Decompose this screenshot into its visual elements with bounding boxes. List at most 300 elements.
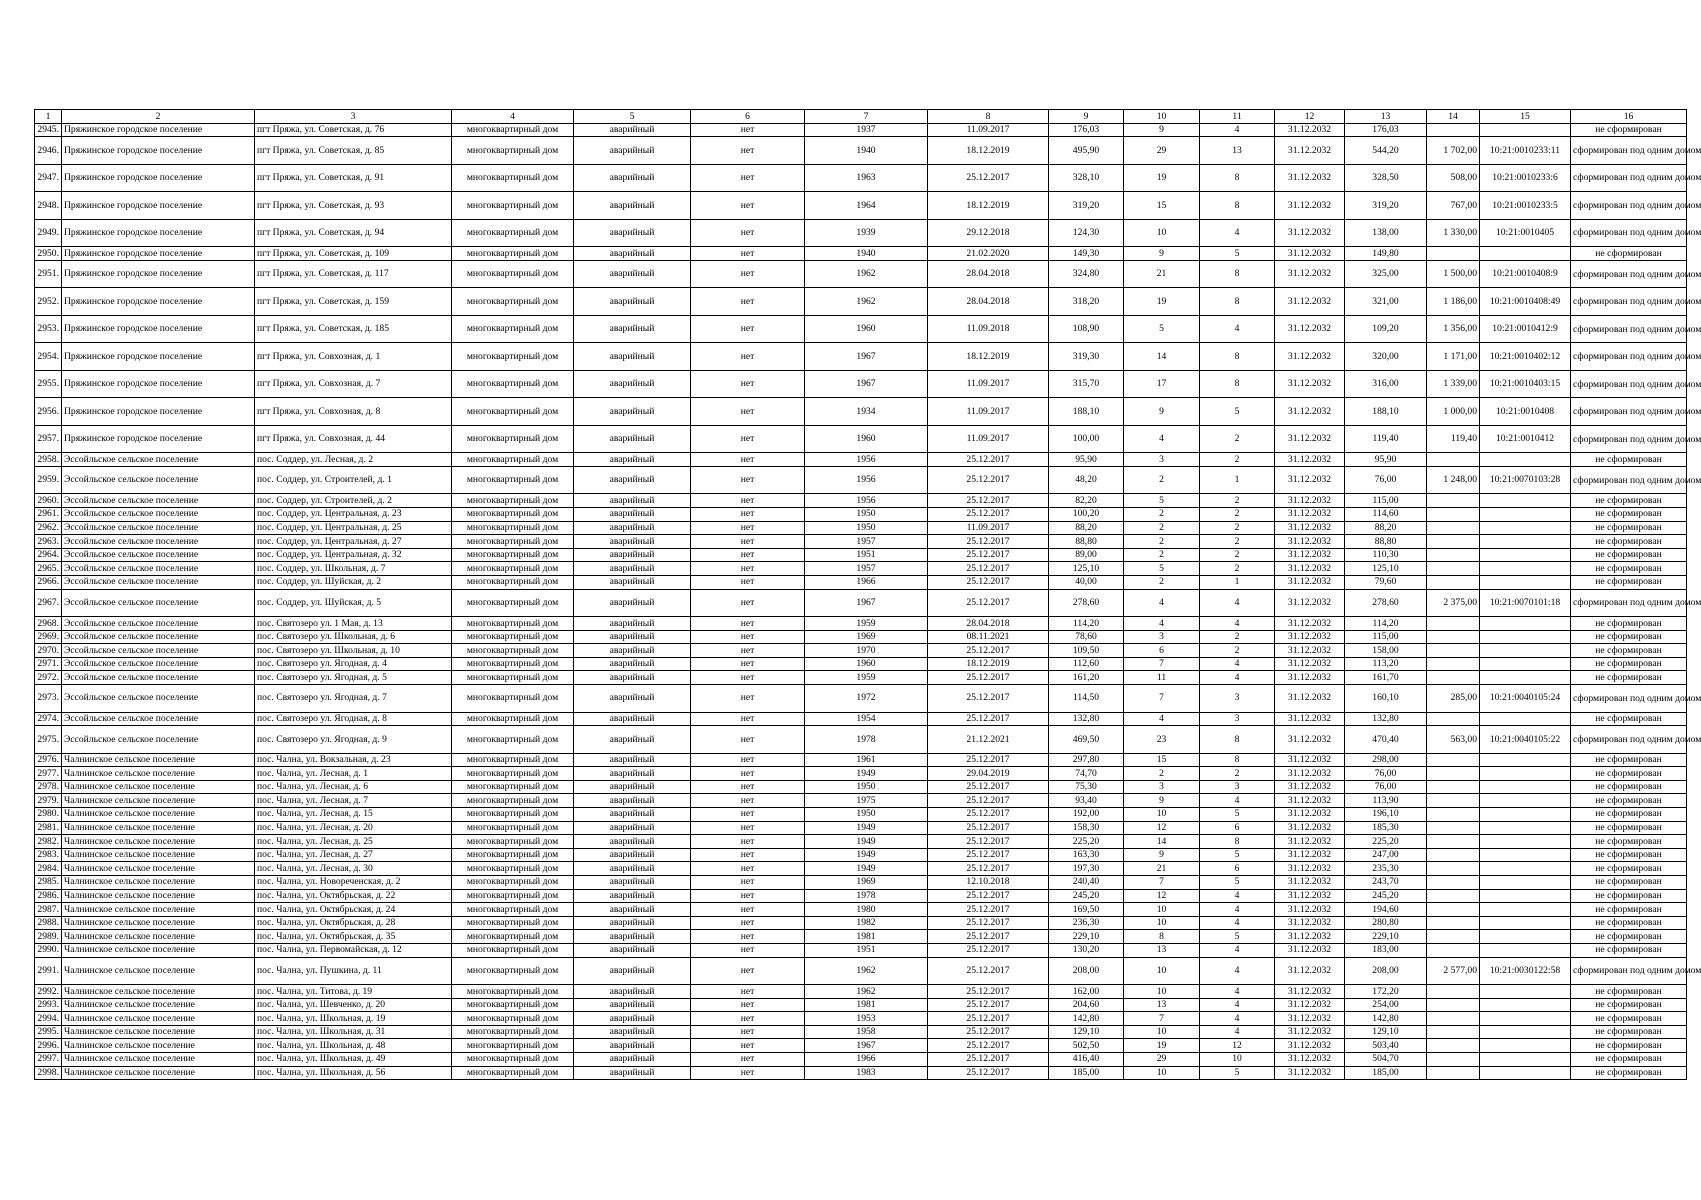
- total-area-cell: 88,80: [1345, 535, 1427, 549]
- deadline-cell: 31.12.2032: [1275, 589, 1345, 617]
- house-type-cell: многоквартирный дом: [452, 123, 574, 137]
- settlement-cell: Эссойльское сельское поселение: [62, 453, 255, 467]
- condition-cell: аварийный: [574, 1039, 691, 1053]
- settlement-cell: Чалнинское сельское поселение: [62, 1012, 255, 1026]
- apartments-cell: 8: [1200, 192, 1275, 220]
- total-area-cell: 113,90: [1345, 794, 1427, 808]
- condition-cell: аварийный: [574, 370, 691, 398]
- cell-6: нет: [691, 957, 805, 985]
- table-row: [35, 260, 1687, 288]
- residents-cell: 15: [1124, 192, 1200, 220]
- settlement-cell: Чалнинское сельское поселение: [62, 875, 255, 889]
- area-cell: 225,20: [1049, 835, 1124, 849]
- area-cell: 208,00: [1049, 957, 1124, 985]
- row-number: 2975.: [35, 726, 62, 754]
- row-number: 2995.: [35, 1025, 62, 1039]
- total-area-cell: 243,70: [1345, 875, 1427, 889]
- apartments-cell: 2: [1200, 644, 1275, 658]
- table-row: [35, 671, 1687, 685]
- total-area-cell: 208,00: [1345, 957, 1427, 985]
- table-row: [35, 1066, 1687, 1080]
- house-type-cell: многоквартирный дом: [452, 726, 574, 754]
- house-type-cell: многоквартирный дом: [452, 767, 574, 781]
- row-number: 2968.: [35, 617, 62, 631]
- year-cell: 1956: [805, 466, 928, 494]
- apartments-cell: 4: [1200, 219, 1275, 247]
- total-area-cell: 113,20: [1345, 657, 1427, 671]
- residents-cell: 2: [1124, 548, 1200, 562]
- residents-cell: 7: [1124, 1012, 1200, 1026]
- table-row: [35, 137, 1687, 165]
- deadline-cell: 31.12.2032: [1275, 780, 1345, 794]
- land-status-cell: не сформирован: [1571, 247, 1687, 261]
- cell-6: нет: [691, 794, 805, 808]
- residents-cell: 2: [1124, 466, 1200, 494]
- cell-6: нет: [691, 1025, 805, 1039]
- table-row: [35, 1052, 1687, 1066]
- land-area-cell: 1 330,00: [1427, 219, 1480, 247]
- year-cell: 1950: [805, 507, 928, 521]
- table-row: [35, 521, 1687, 535]
- cell-6: нет: [691, 123, 805, 137]
- settlement-cell: Пряжинское городское поселение: [62, 123, 255, 137]
- area-cell: 100,00: [1049, 425, 1124, 453]
- settlement-cell: Пряжинское городское поселение: [62, 425, 255, 453]
- area-cell: 109,50: [1049, 644, 1124, 658]
- table-row: [35, 644, 1687, 658]
- year-cell: 1962: [805, 260, 928, 288]
- cadastral-cell: [1480, 453, 1571, 467]
- table-row: [35, 247, 1687, 261]
- residents-cell: 9: [1124, 123, 1200, 137]
- area-cell: 236,30: [1049, 916, 1124, 930]
- year-cell: 1954: [805, 712, 928, 726]
- table-row: [35, 998, 1687, 1012]
- area-cell: 89,00: [1049, 548, 1124, 562]
- land-status-cell: не сформирован: [1571, 903, 1687, 917]
- table-row: [35, 848, 1687, 862]
- cell-6: нет: [691, 835, 805, 849]
- apartments-cell: 5: [1200, 848, 1275, 862]
- deadline-cell: 31.12.2032: [1275, 260, 1345, 288]
- year-cell: 1962: [805, 957, 928, 985]
- land-status-cell: не сформирован: [1571, 1052, 1687, 1066]
- cell-6: нет: [691, 1039, 805, 1053]
- year-cell: 1963: [805, 164, 928, 192]
- cadastral-cell: [1480, 862, 1571, 876]
- residents-cell: 21: [1124, 260, 1200, 288]
- residents-cell: 5: [1124, 315, 1200, 343]
- settlement-cell: Пряжинское городское поселение: [62, 247, 255, 261]
- area-cell: 163,30: [1049, 848, 1124, 862]
- residents-cell: 10: [1124, 916, 1200, 930]
- year-cell: 1967: [805, 370, 928, 398]
- total-area-cell: 76,00: [1345, 780, 1427, 794]
- house-type-cell: многоквартирный дом: [452, 575, 574, 589]
- apartments-cell: 4: [1200, 671, 1275, 685]
- residents-cell: 4: [1124, 589, 1200, 617]
- year-cell: 1983: [805, 1066, 928, 1080]
- house-type-cell: многоквартирный дом: [452, 630, 574, 644]
- deadline-cell: 31.12.2032: [1275, 835, 1345, 849]
- condition-cell: аварийный: [574, 507, 691, 521]
- date-cell: 21.02.2020: [928, 247, 1049, 261]
- address-cell: пос. Святозеро ул. Ягодная, д. 9: [255, 726, 452, 754]
- row-number: 2976.: [35, 753, 62, 767]
- deadline-cell: 31.12.2032: [1275, 575, 1345, 589]
- address-cell: пос. Соддер, ул. Шуйская, д. 5: [255, 589, 452, 617]
- deadline-cell: 31.12.2032: [1275, 425, 1345, 453]
- total-area-cell: 328,50: [1345, 164, 1427, 192]
- table-row: [35, 453, 1687, 467]
- area-cell: 78,60: [1049, 630, 1124, 644]
- table-row: [35, 589, 1687, 617]
- year-cell: 1962: [805, 288, 928, 316]
- settlement-cell: Эссойльское сельское поселение: [62, 644, 255, 658]
- cadastral-cell: 10:21:0010402:12: [1480, 343, 1571, 371]
- address-cell: пос. Соддер, ул. Строителей, д. 2: [255, 494, 452, 508]
- condition-cell: аварийный: [574, 671, 691, 685]
- column-number-5: 5: [574, 110, 691, 124]
- year-cell: 1951: [805, 943, 928, 957]
- cadastral-cell: 10:21:0010412:9: [1480, 315, 1571, 343]
- deadline-cell: 31.12.2032: [1275, 192, 1345, 220]
- land-area-cell: [1427, 247, 1480, 261]
- address-cell: пос. Соддер, ул. Лесная, д. 2: [255, 453, 452, 467]
- year-cell: 1949: [805, 767, 928, 781]
- area-cell: 245,20: [1049, 889, 1124, 903]
- deadline-cell: 31.12.2032: [1275, 671, 1345, 685]
- date-cell: 11.09.2017: [928, 123, 1049, 137]
- cell-6: нет: [691, 630, 805, 644]
- cadastral-cell: 10:21:0010408: [1480, 398, 1571, 426]
- total-area-cell: 76,00: [1345, 767, 1427, 781]
- table-row: [35, 575, 1687, 589]
- apartments-cell: 4: [1200, 617, 1275, 631]
- total-area-cell: 114,60: [1345, 507, 1427, 521]
- residents-cell: 8: [1124, 930, 1200, 944]
- cell-6: нет: [691, 753, 805, 767]
- house-type-cell: многоквартирный дом: [452, 137, 574, 165]
- residents-cell: 3: [1124, 780, 1200, 794]
- year-cell: 1937: [805, 123, 928, 137]
- settlement-cell: Пряжинское городское поселение: [62, 137, 255, 165]
- column-number-8: 8: [928, 110, 1049, 124]
- land-area-cell: 1 356,00: [1427, 315, 1480, 343]
- settlement-cell: Эссойльское сельское поселение: [62, 535, 255, 549]
- total-area-cell: 110,30: [1345, 548, 1427, 562]
- settlement-cell: Эссойльское сельское поселение: [62, 521, 255, 535]
- deadline-cell: 31.12.2032: [1275, 753, 1345, 767]
- date-cell: 08.11.2021: [928, 630, 1049, 644]
- land-area-cell: [1427, 535, 1480, 549]
- row-number: 2963.: [35, 535, 62, 549]
- date-cell: 29.12.2018: [928, 219, 1049, 247]
- condition-cell: аварийный: [574, 644, 691, 658]
- deadline-cell: 31.12.2032: [1275, 903, 1345, 917]
- row-number: 2978.: [35, 780, 62, 794]
- apartments-cell: 2: [1200, 562, 1275, 576]
- land-status-cell: не сформирован: [1571, 644, 1687, 658]
- settlement-cell: Чалнинское сельское поселение: [62, 889, 255, 903]
- address-cell: пгт Пряжа, ул. Совхозная, д. 44: [255, 425, 452, 453]
- apartments-cell: 3: [1200, 685, 1275, 713]
- table-row: [35, 535, 1687, 549]
- cell-6: нет: [691, 425, 805, 453]
- table-row: [35, 657, 1687, 671]
- cell-6: нет: [691, 916, 805, 930]
- house-type-cell: многоквартирный дом: [452, 535, 574, 549]
- cell-6: нет: [691, 343, 805, 371]
- condition-cell: аварийный: [574, 260, 691, 288]
- date-cell: 28.04.2018: [928, 260, 1049, 288]
- cadastral-cell: 10:21:0070103:28: [1480, 466, 1571, 494]
- land-status-cell: не сформирован: [1571, 943, 1687, 957]
- condition-cell: аварийный: [574, 548, 691, 562]
- deadline-cell: 31.12.2032: [1275, 535, 1345, 549]
- cadastral-cell: 10:21:0010233:6: [1480, 164, 1571, 192]
- residents-cell: 14: [1124, 343, 1200, 371]
- house-type-cell: многоквартирный дом: [452, 548, 574, 562]
- cell-6: нет: [691, 288, 805, 316]
- row-number: 2970.: [35, 644, 62, 658]
- year-cell: 1959: [805, 617, 928, 631]
- year-cell: 1981: [805, 930, 928, 944]
- area-cell: 82,20: [1049, 494, 1124, 508]
- address-cell: пос. Чална, ул. Вокзальная, д. 23: [255, 753, 452, 767]
- settlement-cell: Эссойльское сельское поселение: [62, 466, 255, 494]
- table-row: [35, 123, 1687, 137]
- land-status-cell: сформирован под одним домом: [1571, 164, 1687, 192]
- condition-cell: аварийный: [574, 1012, 691, 1026]
- date-cell: 25.12.2017: [928, 835, 1049, 849]
- date-cell: 25.12.2017: [928, 548, 1049, 562]
- cadastral-cell: [1480, 1025, 1571, 1039]
- settlement-cell: Чалнинское сельское поселение: [62, 767, 255, 781]
- cell-6: нет: [691, 1052, 805, 1066]
- land-status-cell: сформирован под одним домом: [1571, 726, 1687, 754]
- total-area-cell: 119,40: [1345, 425, 1427, 453]
- house-type-cell: многоквартирный дом: [452, 589, 574, 617]
- cadastral-cell: [1480, 875, 1571, 889]
- condition-cell: аварийный: [574, 821, 691, 835]
- area-cell: 297,80: [1049, 753, 1124, 767]
- apartments-cell: 5: [1200, 1066, 1275, 1080]
- cadastral-cell: [1480, 1052, 1571, 1066]
- house-type-cell: многоквартирный дом: [452, 617, 574, 631]
- land-area-cell: [1427, 862, 1480, 876]
- settlement-cell: Чалнинское сельское поселение: [62, 916, 255, 930]
- condition-cell: аварийный: [574, 494, 691, 508]
- residents-cell: 9: [1124, 848, 1200, 862]
- land-status-cell: не сформирован: [1571, 807, 1687, 821]
- table-row: [35, 780, 1687, 794]
- total-area-cell: 196,10: [1345, 807, 1427, 821]
- address-cell: пос. Святозеро ул. Ягодная, д. 4: [255, 657, 452, 671]
- land-area-cell: [1427, 916, 1480, 930]
- land-area-cell: [1427, 821, 1480, 835]
- cell-6: нет: [691, 617, 805, 631]
- settlement-cell: Эссойльское сельское поселение: [62, 494, 255, 508]
- address-cell: пос. Святозеро ул. Ягодная, д. 8: [255, 712, 452, 726]
- row-number: 2951.: [35, 260, 62, 288]
- date-cell: 18.12.2019: [928, 657, 1049, 671]
- column-number-header: [35, 110, 1687, 124]
- land-status-cell: сформирован под одним домом: [1571, 137, 1687, 165]
- date-cell: 25.12.2017: [928, 780, 1049, 794]
- area-cell: 48,20: [1049, 466, 1124, 494]
- condition-cell: аварийный: [574, 164, 691, 192]
- total-area-cell: 114,20: [1345, 617, 1427, 631]
- residents-cell: 15: [1124, 753, 1200, 767]
- settlement-cell: Эссойльское сельское поселение: [62, 685, 255, 713]
- row-number: 2986.: [35, 889, 62, 903]
- date-cell: 25.12.2017: [928, 985, 1049, 999]
- deadline-cell: 31.12.2032: [1275, 219, 1345, 247]
- address-cell: пос. Чална, ул. Школьная, д. 19: [255, 1012, 452, 1026]
- apartments-cell: 2: [1200, 535, 1275, 549]
- deadline-cell: 31.12.2032: [1275, 821, 1345, 835]
- cell-6: нет: [691, 985, 805, 999]
- residents-cell: 10: [1124, 957, 1200, 985]
- land-status-cell: не сформирован: [1571, 521, 1687, 535]
- year-cell: 1966: [805, 1052, 928, 1066]
- column-number-13: 13: [1345, 110, 1427, 124]
- settlement-cell: Эссойльское сельское поселение: [62, 617, 255, 631]
- settlement-cell: Пряжинское городское поселение: [62, 370, 255, 398]
- date-cell: 29.04.2019: [928, 767, 1049, 781]
- cell-6: нет: [691, 862, 805, 876]
- column-number-14: 14: [1427, 110, 1480, 124]
- condition-cell: аварийный: [574, 875, 691, 889]
- condition-cell: аварийный: [574, 794, 691, 808]
- column-number-10: 10: [1124, 110, 1200, 124]
- address-cell: пос. Чална, ул. Лесная, д. 25: [255, 835, 452, 849]
- cadastral-cell: [1480, 644, 1571, 658]
- condition-cell: аварийный: [574, 780, 691, 794]
- address-cell: пос. Чална, ул. Школьная, д. 56: [255, 1066, 452, 1080]
- settlement-cell: Эссойльское сельское поселение: [62, 657, 255, 671]
- date-cell: 25.12.2017: [928, 807, 1049, 821]
- deadline-cell: 31.12.2032: [1275, 685, 1345, 713]
- year-cell: 1956: [805, 494, 928, 508]
- date-cell: 25.12.2017: [928, 903, 1049, 917]
- address-cell: пгт Пряжа, ул. Советская, д. 159: [255, 288, 452, 316]
- land-area-cell: [1427, 835, 1480, 849]
- total-area-cell: 235,30: [1345, 862, 1427, 876]
- apartments-cell: 5: [1200, 247, 1275, 261]
- land-status-cell: не сформирован: [1571, 1039, 1687, 1053]
- cadastral-cell: [1480, 575, 1571, 589]
- residents-cell: 5: [1124, 494, 1200, 508]
- date-cell: 25.12.2017: [928, 889, 1049, 903]
- cadastral-cell: [1480, 794, 1571, 808]
- year-cell: 1949: [805, 835, 928, 849]
- total-area-cell: 320,00: [1345, 343, 1427, 371]
- address-cell: пос. Соддер, ул. Шуйская, д. 2: [255, 575, 452, 589]
- condition-cell: аварийный: [574, 957, 691, 985]
- row-number: 2953.: [35, 315, 62, 343]
- land-area-cell: [1427, 794, 1480, 808]
- settlement-cell: Чалнинское сельское поселение: [62, 930, 255, 944]
- total-area-cell: 138,00: [1345, 219, 1427, 247]
- cell-6: нет: [691, 712, 805, 726]
- apartments-cell: 4: [1200, 957, 1275, 985]
- land-area-cell: 1 702,00: [1427, 137, 1480, 165]
- cell-6: нет: [691, 767, 805, 781]
- apartments-cell: 4: [1200, 943, 1275, 957]
- row-number: 2969.: [35, 630, 62, 644]
- condition-cell: аварийный: [574, 123, 691, 137]
- house-type-cell: многоквартирный дом: [452, 862, 574, 876]
- settlement-cell: Пряжинское городское поселение: [62, 315, 255, 343]
- column-number-9: 9: [1049, 110, 1124, 124]
- apartments-cell: 8: [1200, 288, 1275, 316]
- settlement-cell: Чалнинское сельское поселение: [62, 957, 255, 985]
- total-area-cell: 298,00: [1345, 753, 1427, 767]
- address-cell: пос. Чална, ул. Первомайская, д. 12: [255, 943, 452, 957]
- deadline-cell: 31.12.2032: [1275, 630, 1345, 644]
- residents-cell: 10: [1124, 1066, 1200, 1080]
- apartments-cell: 4: [1200, 794, 1275, 808]
- table-row: [35, 370, 1687, 398]
- year-cell: 1962: [805, 985, 928, 999]
- land-area-cell: [1427, 617, 1480, 631]
- land-status-cell: не сформирован: [1571, 767, 1687, 781]
- deadline-cell: 31.12.2032: [1275, 726, 1345, 754]
- year-cell: 1951: [805, 548, 928, 562]
- cadastral-cell: 10:21:0040105:24: [1480, 685, 1571, 713]
- address-cell: пос. Чална, ул. Лесная, д. 6: [255, 780, 452, 794]
- settlement-cell: Чалнинское сельское поселение: [62, 1025, 255, 1039]
- land-status-cell: не сформирован: [1571, 617, 1687, 631]
- row-number: 2994.: [35, 1012, 62, 1026]
- cell-6: нет: [691, 821, 805, 835]
- table-row: [35, 1025, 1687, 1039]
- condition-cell: аварийный: [574, 712, 691, 726]
- cadastral-cell: [1480, 780, 1571, 794]
- address-cell: пос. Святозеро ул. Школьная, д. 6: [255, 630, 452, 644]
- year-cell: 1953: [805, 1012, 928, 1026]
- apartments-cell: 4: [1200, 123, 1275, 137]
- land-area-cell: 285,00: [1427, 685, 1480, 713]
- apartments-cell: 6: [1200, 862, 1275, 876]
- address-cell: пгт Пряжа, ул. Советская, д. 93: [255, 192, 452, 220]
- condition-cell: аварийный: [574, 617, 691, 631]
- area-cell: 315,70: [1049, 370, 1124, 398]
- cadastral-cell: [1480, 548, 1571, 562]
- cell-6: нет: [691, 671, 805, 685]
- house-type-cell: многоквартирный дом: [452, 562, 574, 576]
- house-type-cell: многоквартирный дом: [452, 753, 574, 767]
- date-cell: 25.12.2017: [928, 589, 1049, 617]
- apartments-cell: 8: [1200, 164, 1275, 192]
- row-number: 2992.: [35, 985, 62, 999]
- table-row: [35, 916, 1687, 930]
- house-type-cell: многоквартирный дом: [452, 1066, 574, 1080]
- deadline-cell: 31.12.2032: [1275, 123, 1345, 137]
- deadline-cell: 31.12.2032: [1275, 712, 1345, 726]
- house-type-cell: многоквартирный дом: [452, 192, 574, 220]
- land-area-cell: 563,00: [1427, 726, 1480, 754]
- total-area-cell: 79,60: [1345, 575, 1427, 589]
- row-number: 2945.: [35, 123, 62, 137]
- land-area-cell: [1427, 453, 1480, 467]
- table-row: [35, 930, 1687, 944]
- row-number: 2965.: [35, 562, 62, 576]
- residents-cell: 10: [1124, 1025, 1200, 1039]
- land-status-cell: не сформирован: [1571, 123, 1687, 137]
